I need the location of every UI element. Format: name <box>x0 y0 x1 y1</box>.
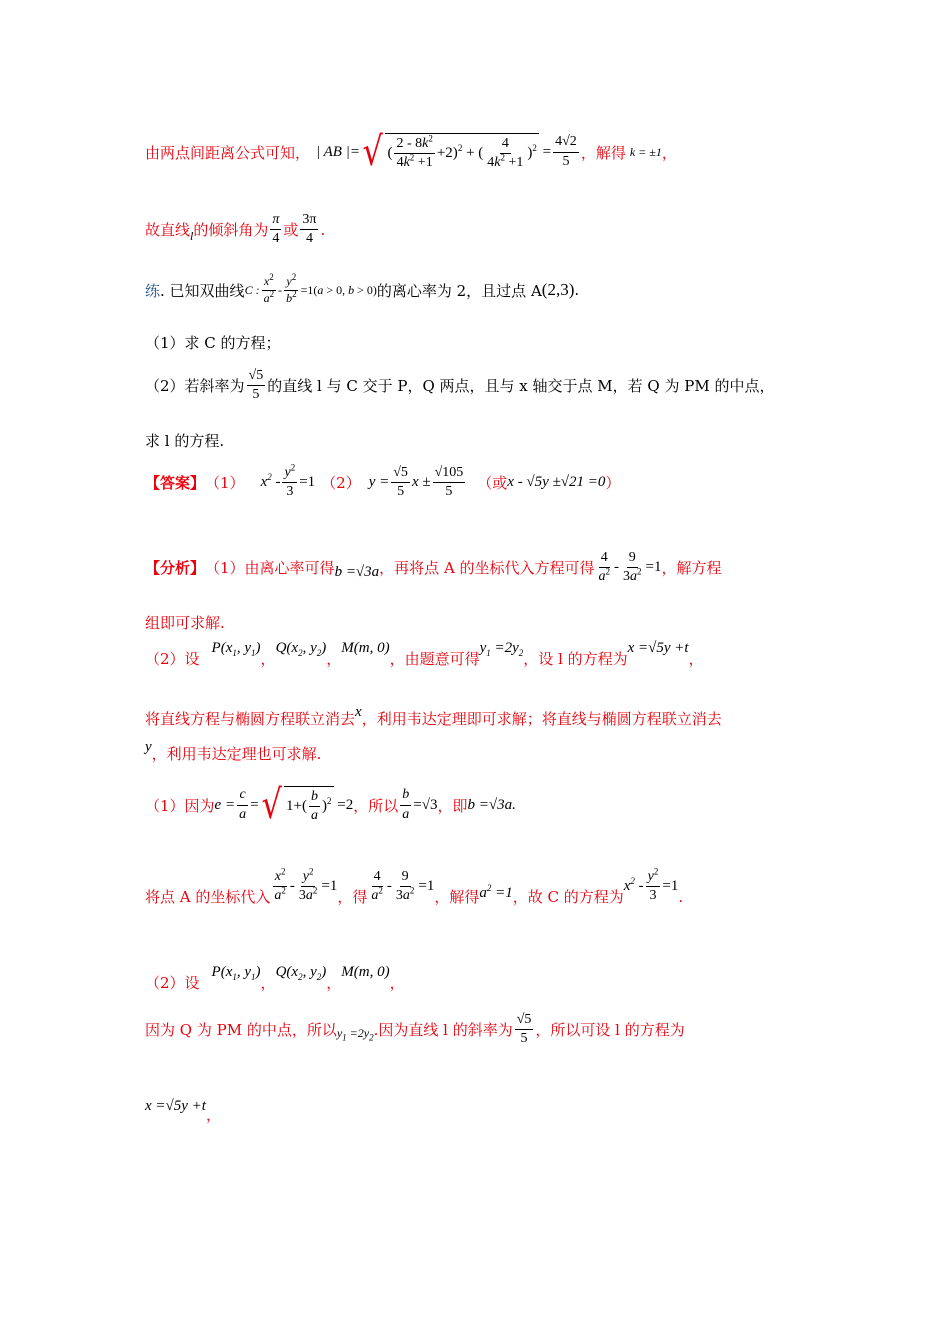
text: ， <box>661 143 677 162</box>
math-sqrt-1-b-a: √ 1+( $\frac{b}{a}$ )$^2$ <box>261 782 332 828</box>
math-9-3a2: $\frac{9}{3a^2}$ <box>623 550 642 585</box>
math-line-eq: x =√5y +t <box>627 640 689 656</box>
text: 求 l 的方程. <box>145 432 225 450</box>
math-y2-b2: $\frac{y^2}{b^2}$ <box>286 272 297 305</box>
text: （2）若斜率为 <box>145 377 245 396</box>
text: ， <box>389 974 405 992</box>
math-l: l <box>190 229 194 244</box>
math-eq4: =1 <box>418 878 435 894</box>
text: ， <box>326 974 342 992</box>
text: 的直线 l 与 C 交于 P，Q 两点，且与 x 轴交于点 M，若 Q 为 PM 的中点， <box>267 377 775 396</box>
text: （2） <box>321 474 361 493</box>
line-distance-formula <box>145 129 677 175</box>
text: 由两点间距离公式可知， <box>145 143 311 162</box>
math-y2-3a2: $\frac{y^2}{3a^2}$ <box>298 866 318 903</box>
text: 或 <box>283 221 299 240</box>
math-9-3a2-b: $\frac{9}{3a^2}$ <box>395 868 415 903</box>
math-sqrt5-5: $\frac{√5}{5}$ <box>393 465 408 500</box>
math-eq: = <box>538 143 552 160</box>
math-y1-2y2: $y_1 =2y_2$ <box>479 640 524 658</box>
text: ，故 C 的方程为 <box>512 888 624 906</box>
text: （或 <box>477 474 508 493</box>
math-answer-2: y = <box>368 474 390 491</box>
text: ，解得 <box>580 143 626 162</box>
math-x: x <box>355 704 362 720</box>
text: （2）设 <box>145 974 200 992</box>
math-c: C : <box>244 282 260 297</box>
text: （1） <box>205 474 245 493</box>
text: 的倾斜角为 <box>193 221 269 240</box>
line-proof-2b <box>145 1012 685 1047</box>
text: 故直线 <box>145 221 191 240</box>
math-hyperbola: $x^2$ - <box>623 876 644 894</box>
math-q-2: $Q(x_2$, $y_2$) <box>275 964 327 982</box>
math-b-sqrt3a: b =√3a <box>334 564 380 581</box>
math-point-a: (2,3) <box>541 280 575 300</box>
text: ，由题意可得 <box>389 650 480 668</box>
math-eq-sqrt3: =√3 <box>413 796 438 813</box>
text: 因为 Q 为 PM 的中点，所以 <box>145 1021 337 1040</box>
text: （1）求 C 的方程； <box>145 334 281 352</box>
math-eq-2: =2 <box>333 796 354 813</box>
text: 的离心率为 2，且过点 A <box>376 281 542 300</box>
math-y2-3-b: $\frac{y^2}{3}$ <box>647 866 659 903</box>
analysis-tag: 【分析】 <box>145 559 206 578</box>
text: 将直线方程与椭圆方程联立消去 <box>145 710 356 728</box>
math-line-eq-b: x =√5y +t <box>145 1098 206 1114</box>
text: . <box>678 887 684 906</box>
text: . 已知双曲线 <box>160 281 245 300</box>
math-3pi-over-4: $\frac{3\pi}{4}$ <box>302 212 317 247</box>
line-analysis: 【分析】 （1）由离心率可得 b =√3a ，再将点 A 的坐标代入方程可得 $\frac{4}{a^2}$ - $\frac{9}{3a^2}$ =1 ，解方程 <box>145 550 722 585</box>
question-2 <box>145 368 774 403</box>
line-answer <box>145 462 621 500</box>
text: . <box>320 220 326 239</box>
text: 组即可求解. <box>145 614 225 632</box>
line-setup-2 <box>145 640 704 669</box>
text: ） <box>605 474 621 493</box>
math-eq1: =1 <box>299 474 316 491</box>
math-y: y <box>145 739 152 755</box>
math-y1-2y2-b: $y_1 =2y_2$ <box>336 1026 374 1043</box>
math-pi-over-4: $\frac{\pi}{4}$ <box>272 212 280 247</box>
text: （2）设 <box>145 650 200 668</box>
exercise-label: 练 <box>145 281 161 300</box>
text: ，得 <box>337 888 368 906</box>
math-sqrt105-5: $\frac{√105}{5}$ <box>434 465 464 500</box>
math-answer-1: $x^2$ - <box>260 472 281 491</box>
question-2-cont <box>145 430 224 451</box>
math-x-pm: x ± <box>411 474 431 491</box>
math-eq3: =1 <box>321 878 338 894</box>
math-sqrt5-5-b: $\frac{√5}{5}$ <box>516 1012 532 1047</box>
math-sqrt5-over-5: $\frac{√5}{5}$ <box>248 368 264 403</box>
math-4-a2: $\frac{4}{a^2}$ <box>598 550 611 585</box>
text: ，即 <box>437 796 468 815</box>
math-4-a2-b: $\frac{4}{a^2}$ <box>371 868 383 903</box>
math-p-2: $P(x_1$, $y_1$) <box>211 964 261 982</box>
line-exercise: 练 . 已知双曲线 C : $\frac{x^2}{a^2}$ - $\frac{y^2}{b^2}$ =1(a > 0, b > 0) 的离心率为 2，且过点 A (2,3) . <box>145 272 580 305</box>
math-condition: =1(a > 0, b > 0) <box>300 282 377 297</box>
answer-tag: 【答案】 <box>145 474 206 493</box>
math-m: M(m, 0) <box>341 640 390 656</box>
math-m-2: M(m, 0) <box>341 964 390 980</box>
math-a2-1: $a^2 =1$ <box>479 883 513 901</box>
text: ，利用韦达定理也可求解. <box>151 745 322 763</box>
math-ab: | AB |= <box>316 143 360 160</box>
text: ， <box>205 1106 221 1124</box>
math-answer-alt: x - √5y ±√21 =0 <box>507 474 606 491</box>
line-eliminate-x <box>145 704 722 729</box>
text: ，所以 <box>353 796 399 815</box>
text: ， <box>260 650 276 668</box>
line-proof-1b: 将点 A 的坐标代入 $\frac{x^2}{a^2}$ - $\frac{y^2}{3a^2}$ =1 ，得 $\frac{4}{a^2}$ - $\frac{9}{3a^2}$ =1 ，解得 $a^2 =1$ ，故 C 的方程为 $x^2$ - $\frac{y^2}{3}$ =1 . <box>145 866 684 906</box>
text: ， <box>260 974 276 992</box>
text: （1）因为 <box>145 796 215 815</box>
math-x2-a2: $\frac{x^2}{a^2}$ <box>263 272 275 305</box>
math-x2-a2-b: $\frac{x^2}{a^2}$ <box>274 866 286 903</box>
text: . <box>574 281 580 300</box>
math-c-a: $\frac{c}{a}$ <box>239 787 247 822</box>
text: .因为直线 l 的斜率为 <box>373 1021 513 1040</box>
math-b-sqrt3a-2: b =√3a. <box>467 796 516 813</box>
text: ，解方程 <box>661 559 722 578</box>
line-proof-2 <box>145 952 405 993</box>
text: ，利用韦达定理即可求解；将直线与椭圆方程联立消去 <box>361 710 722 728</box>
math-q: $Q(x_2$, $y_2$) <box>275 640 327 658</box>
line-inclination <box>145 212 325 247</box>
math-p: $P(x_1$, $y_1$) <box>211 640 261 658</box>
line-proof-2c <box>145 1088 221 1125</box>
line-proof-1: （1）因为 e = $\frac{c}{a}$ = √ 1+( $\frac{b}{a}$ )$^2$ =2 ，所以 $\frac{b}{a}$ =√3 ，即 b =√3a. <box>145 782 516 828</box>
text: ，所以可设 l 的方程为 <box>535 1021 685 1040</box>
math-eq2: =1 <box>645 559 662 576</box>
text: ，再将点 A 的坐标代入方程可得 <box>379 559 595 578</box>
line-analysis-cont <box>145 612 225 633</box>
math-sqrt-expression: √ ( $\frac{2 - 8k^2}{4k^2 +1}$ +2)$^2$ + ( $\frac{4}{4k^2 +1}$ )$^2$ <box>362 129 537 175</box>
question-1 <box>145 332 281 353</box>
text: ， <box>688 650 704 668</box>
text: ， <box>326 650 342 668</box>
line-eliminate-y <box>145 739 322 764</box>
math-4sqrt2-over-5: $\frac{4√2}{5}$ <box>555 134 577 169</box>
math-b-over-a: $\frac{b}{a}$ <box>402 787 410 822</box>
text: （1）由离心率可得 <box>205 559 335 578</box>
text: 将点 A 的坐标代入 <box>145 888 271 906</box>
math-e: e = <box>214 796 236 813</box>
text: ，解得 <box>434 888 480 906</box>
math-eq5: =1 <box>662 878 679 894</box>
math-k-pm1: k = ±1 <box>629 144 662 159</box>
math-y2-3: $\frac{y^2}{3}$ <box>284 462 296 500</box>
text: ，设 l 的方程为 <box>523 650 628 668</box>
